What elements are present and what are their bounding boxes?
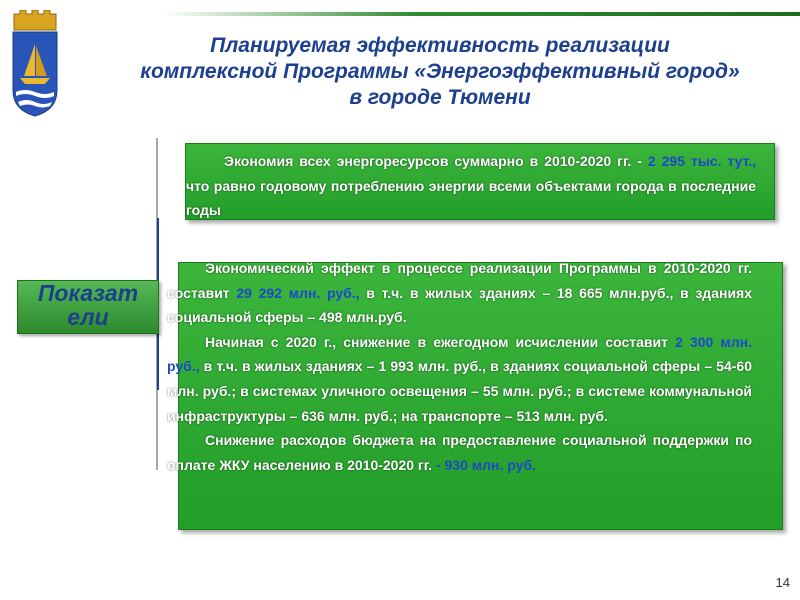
economic-effect-text bbox=[167, 256, 752, 477]
savings-text bbox=[186, 149, 756, 223]
paragraph-2-before: Начиная с 2020 г., снижение в ежегодном исчислении составит bbox=[205, 333, 676, 350]
savings-highlight: 2 295 тыс. тут., bbox=[647, 153, 757, 169]
paragraph-2 bbox=[167, 330, 752, 428]
indicators-label-line-2: ели bbox=[67, 304, 109, 330]
indicators-label-box bbox=[17, 280, 159, 334]
paragraph-3-highlight: - 930 млн. руб. bbox=[435, 456, 536, 473]
paragraph-2-after: в т.ч. в жилых зданиях – 1 993 млн. руб., в зданиях социальной сферы – 54-60 млн. руб.; в системах уличного освещения – 55 млн. руб.; в системе коммунальной инфраструктуры – 636 млн. руб.; на транспорте – 513 млн. руб. bbox=[167, 358, 752, 424]
slide-title bbox=[70, 33, 800, 111]
paragraph-3 bbox=[167, 428, 752, 477]
title-line-3: в городе Тюмени bbox=[349, 86, 531, 109]
savings-text-before: Экономия всех энергоресурсов суммарно в 2010-2020 гг. - bbox=[224, 153, 648, 169]
title-line-1: Планируемая эффективность реализации bbox=[210, 34, 670, 57]
paragraph-1-highlight: 29 292 млн. руб., bbox=[236, 284, 360, 301]
coat-of-arms-icon bbox=[10, 10, 60, 118]
paragraph-1 bbox=[167, 256, 752, 330]
title-line-2: комплексной Программы «Энергоэффективный город» bbox=[140, 60, 740, 83]
page-number: 14 bbox=[775, 575, 790, 590]
paragraph-1-after: в т.ч. в жилых зданиях – 18 665 млн.руб., в зданиях социальной сферы – 498 млн.руб. bbox=[167, 284, 753, 326]
paragraph-1-before: Экономический эффект в процессе реализации Программы в 2010-2020 гг. составит bbox=[167, 260, 752, 301]
indicators-label bbox=[18, 281, 158, 329]
savings-text-after: что равно годовому потреблению энергии всеми объектами города в последние годы bbox=[186, 177, 756, 219]
indicators-label-line-1: Показат bbox=[37, 280, 139, 306]
header-bar bbox=[163, 0, 800, 18]
paragraph-3-before: Снижение расходов бюджета на предоставление социальной поддержки по оплате ЖКУ населению в 2010-2020 гг. bbox=[167, 432, 752, 473]
paragraph-2-highlight: 2 300 млн. руб., bbox=[167, 333, 752, 375]
